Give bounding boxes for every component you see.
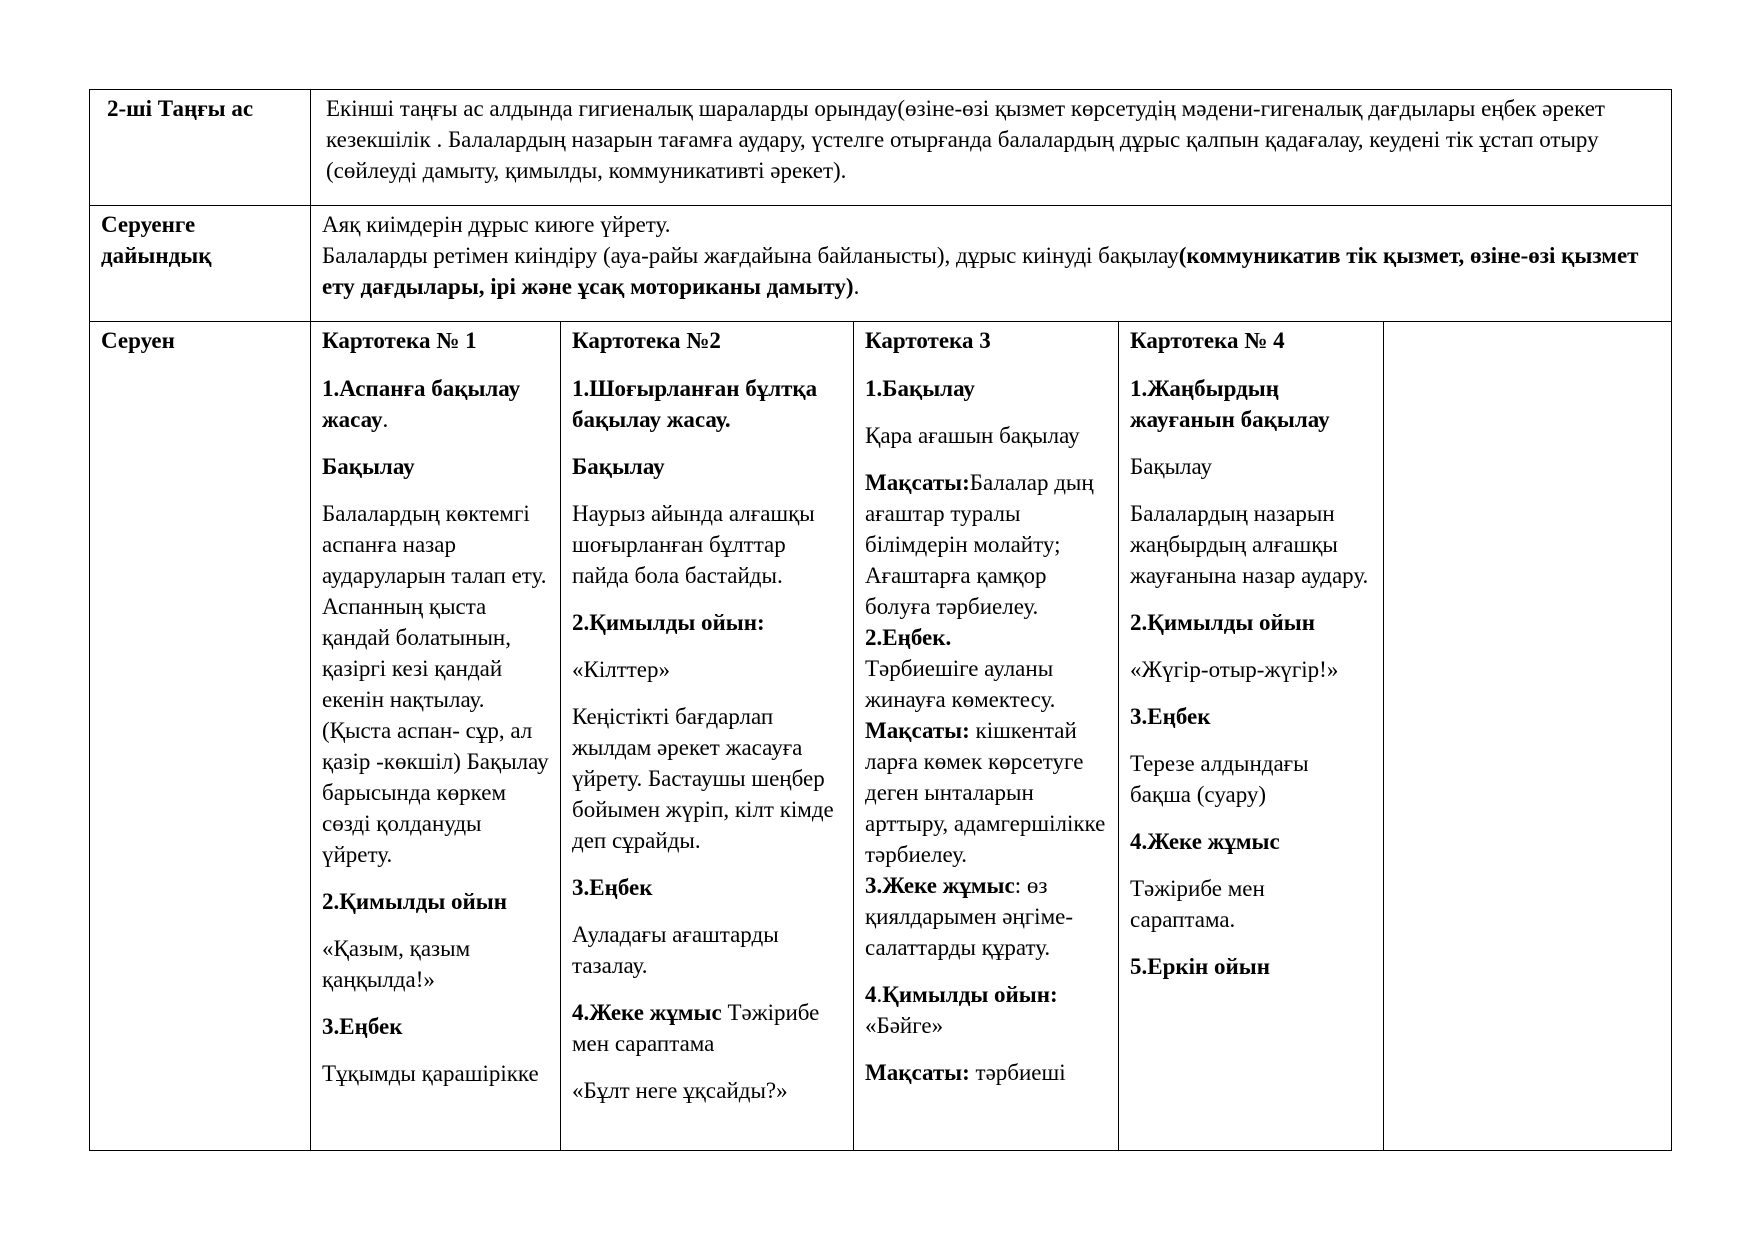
card-file-2-observation-sub: Бақылау — [572, 454, 665, 479]
card-file-3-goal-3: Мақсаты: тәрбиеші — [865, 1060, 1066, 1085]
card-file-4-observation-title: 1.Жаңбырдың жауғанын бақылау — [1130, 376, 1330, 432]
walk-preparation-line-1: Аяқ киімдерін дұрыс киюге үйрету. — [322, 212, 671, 237]
walk-preparation-line-2 — [322, 240, 1661, 302]
card-file-4-game-text: «Жүгір-отыр-жүгір!» — [1130, 657, 1339, 682]
card-file-2-title: Картотека №2 — [572, 328, 721, 353]
card-file-4-game-title: 2.Қимылды ойын — [1130, 610, 1316, 635]
card-file-1-title: Картотека № 1 — [322, 328, 477, 353]
card-file-4-free-play-title: 5.Еркін ойын — [1130, 954, 1270, 979]
card-file-1-game-title: 2.Қимылды ойын — [322, 889, 508, 914]
card-file-1-observation-text: Балалардың көктемгі аспанға назар аударуларын талап ету. Аспанның қыста қандай болатынын, қазіргі кезі қандай екенін нақтылау. (Қыста аспан- сұр, ал қазір -көкшіл) Бақылау барысында көркем сөзді қолдануды үйрету. — [322, 501, 549, 867]
daily-plan-table — [89, 89, 1672, 1151]
second-breakfast-description: Екінші таңғы ас алдында гигиеналық шараларды орындау(өзіне-өзі қызмет көрсетудің мәдени-гигеналық дағдылары еңбек әрекет кезекшілік . Балалардың назарын тағамға аудару, үстелге отырғанда балалардың дұрыс қалпын қадағалау, кеудені тік ұстап отыру (сөйлеуді дамыту, қимылды, коммуникативті әрекет). — [311, 90, 1672, 206]
card-file-3-game: 4.Қимылды ойын: «Бәйге» — [865, 982, 1058, 1038]
card-file-2-observation-text: Наурыз айында алғашқы шоғырланған бұлттар пайда бола бастайды. — [572, 501, 815, 588]
card-file-3-observation-title: 1.Бақылау — [865, 376, 975, 401]
card-file-4-observation-sub: Бақылау — [1130, 454, 1213, 479]
card-file-3-labor-title: 2.Еңбек. — [865, 625, 952, 650]
card-file-2-game-title: 2.Қимылды ойын: — [572, 610, 765, 635]
walk-preparation-text: Балаларды ретімен киіндіру (ауа-райы жағдайына байланысты), дұрыс киінуді бақылау — [322, 243, 1179, 268]
row-label-walk-preparation: Серуенге дайындық — [90, 206, 311, 322]
card-file-3-observation-text: Қара ағашын бақылау — [865, 423, 1080, 448]
card-file-1-observation-sub: Бақылау — [322, 454, 415, 479]
card-file-4-labor-text: Терезе алдындағы бақша (суару) — [1130, 751, 1309, 807]
card-file-2-labor-title: 3.Еңбек — [572, 875, 653, 900]
card-file-4-labor-title: 3.Еңбек — [1130, 704, 1211, 729]
card-file-2-game-name: «Кілттер» — [572, 657, 671, 682]
card-file-1-game-text: «Қазым, қазым қаңқылда!» — [322, 936, 471, 992]
walk-row — [90, 322, 1672, 1151]
card-file-1-labor-text: Тұқымды қарашірікке — [322, 1061, 539, 1086]
card-file-3-goal-2: Мақсаты: кішкентай ларға көмек көрсетуге деген ынталарын арттыру, адамгершілікке тәрбиелеу. — [865, 718, 1106, 867]
card-file-2 — [561, 322, 854, 1151]
card-file-3-labor-text: Тәрбиешіге ауланы жинауға көмектесу. — [865, 656, 1056, 712]
empty-column — [1384, 322, 1672, 1151]
card-file-1 — [311, 322, 561, 1151]
card-file-4-individual-title: 4.Жеке жұмыс — [1130, 829, 1280, 854]
card-file-4-observation-text: Балалардың назарын жаңбырдың алғашқы жауғанына назар аудару. — [1130, 501, 1369, 588]
card-file-3-goal-1: Мақсаты:Балалар дың ағаштар туралы білімдерін молайту; Ағаштарға қамқор болуға тәрбиелеу. — [865, 470, 1094, 619]
card-file-2-individual-quote: «Бұлт неге ұқсайды?» — [572, 1078, 788, 1103]
card-file-4-title: Картотека № 4 — [1130, 328, 1285, 353]
walk-preparation-end: . — [853, 274, 860, 299]
card-file-4-individual-text: Тәжірибе мен сараптама. — [1130, 876, 1265, 932]
row-label-second-breakfast: 2-ші Таңғы ас — [90, 90, 311, 206]
card-file-4 — [1119, 322, 1384, 1151]
card-file-3-individual-work: 3.Жеке жұмыс: өз қиялдарымен әңгіме-салаттарды құрату. — [865, 873, 1073, 960]
walk-preparation-skills: (коммуникатив тік қызмет, өзіне-өзі қызмет ету дағдылары, ірі және ұсақ моториканы дамыту) — [322, 243, 1639, 299]
card-file-2-game-text: Кеңістікті бағдарлап жылдам әрекет жасауға үйрету. Бастаушы шеңбер бойымен жүріп, кілт кімде деп сұрайды. — [572, 704, 834, 853]
card-file-2-observation-title: 1.Шоғырланған бұлтқа бақылау жасау. — [572, 376, 818, 432]
second-breakfast-row — [90, 90, 1672, 206]
row-label-walk: Серуен — [90, 322, 311, 1151]
walk-preparation-row — [90, 206, 1672, 322]
card-file-1-labor-title: 3.Еңбек — [322, 1014, 403, 1039]
card-file-3-title: Картотека 3 — [865, 328, 991, 353]
card-file-2-individual-work: 4.Жеке жұмыс Тәжірибе мен сараптама — [572, 1000, 820, 1056]
card-file-3 — [854, 322, 1119, 1151]
card-file-2-labor-text: Ауладағы ағаштарды тазалау. — [572, 922, 779, 978]
card-file-1-observation-title: 1.Аспанға бақылау жасау. — [322, 376, 521, 432]
walk-preparation-description — [311, 206, 1672, 322]
